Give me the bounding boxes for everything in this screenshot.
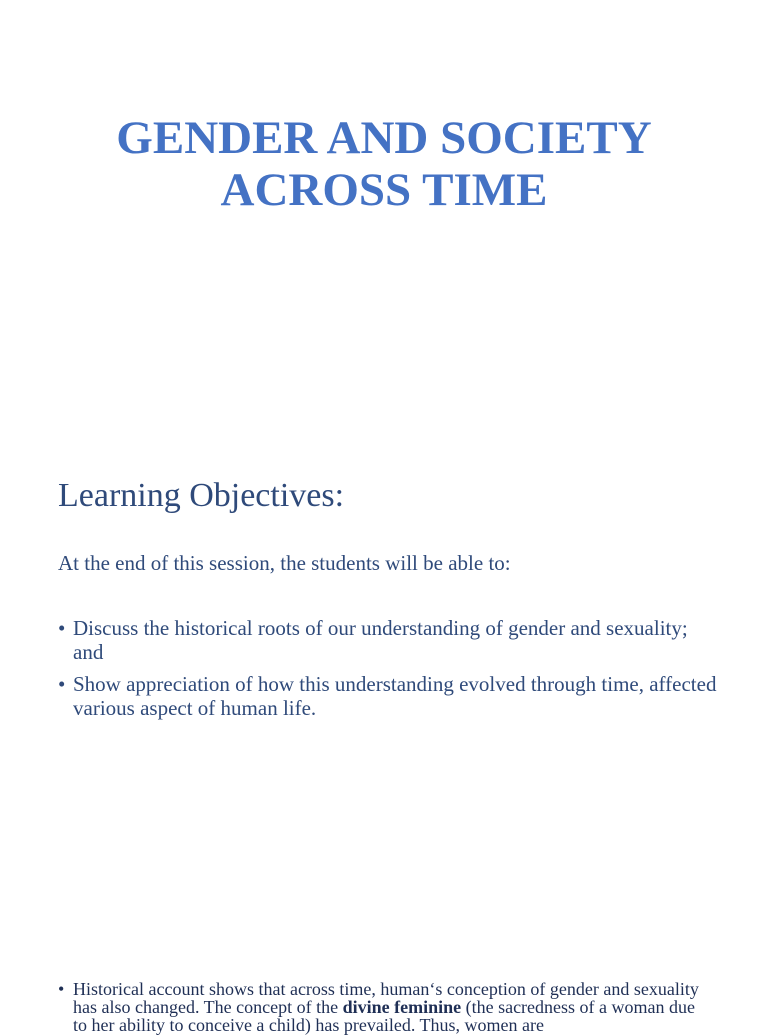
slide-title	[0, 0, 768, 384]
objective-item: • Show appreciation of how this understanding evolved through time, affected various aspect of human life.	[58, 672, 718, 720]
slide-learning-objectives	[0, 432, 768, 816]
title-line-2: ACROSS TIME	[220, 164, 548, 216]
slide-historical-account	[0, 960, 768, 1035]
objectives-list	[58, 616, 718, 728]
historical-text-1: Historical account shows that across time, human‘s conception of gender and sexuality has also changed. The concept of the	[73, 979, 699, 1017]
slide-title-heading	[0, 112, 768, 216]
objectives-intro: At the end of this session, the students will be able to:	[58, 551, 511, 575]
historical-account-list	[58, 980, 713, 1034]
divine-feminine-term: divine feminine	[342, 997, 462, 1017]
historical-text-2: (the sacredness of a woman due to her ability to conceive a child) has prevailed. Thus, women are	[73, 997, 696, 1035]
title-line-1: GENDER AND SOCIETY	[116, 112, 652, 164]
objective-item: • Discuss the historical roots of our understanding of gender and sexuality; and	[58, 616, 718, 664]
historical-account-item	[58, 980, 713, 1034]
objectives-heading: Learning Objectives:	[58, 477, 345, 514]
